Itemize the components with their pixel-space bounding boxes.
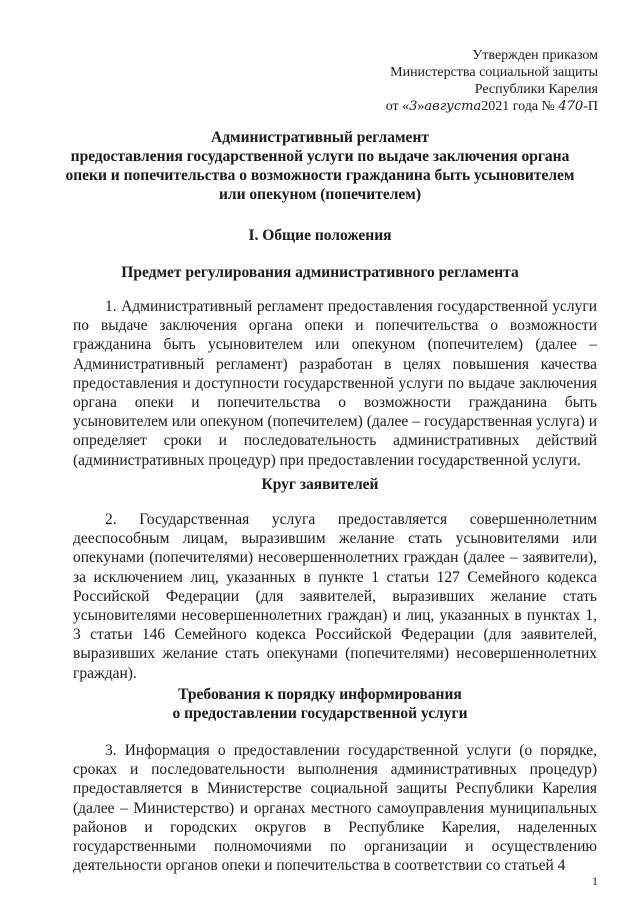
paragraph-2: 2. Государственная услуга предоставляется совершеннолетним дееспособным лицам, выразившим желание стать усыновителями или опекунами (попечителями) несовершеннолетних граждан (далее – заявители), за исключением лиц, указанных в пункте 1 статьи 127 Семейного кодекса Российской Федерации (для заявителей, выразивших желание стать усыновителями несовершеннолетних граждан) и лиц, указанных в пунктах 1, 3 статьи 146 Семейного кодекса Российской Федерации (для заявителей, выразивших желание стать опекунами (попечителями) несовершеннолетних граждан). xyxy=(73,511,597,682)
approval-date-line xyxy=(386,98,598,115)
paragraph-1: 1. Административный регламент предоставления государственной услуги по выдаче заключения органа опеки и попечительства о возможности гражданина быть усыновителем или опекуном (попечителем) (далее – Административный регламент) разработан в целях повышения качества предоставления и доступности государственной услуги по выдаче заключения органа опеки и попечительства о возможности гражданина быть усыновителем или опекуном (попечителем) (далее – государственная услуга) и определяет сроки и последовательность административных действий (административных процедур) при предоставлении государственной услуги. xyxy=(73,298,597,469)
approval-line-2: Министерства социальной защиты xyxy=(390,65,598,80)
title-line-2: предоставления государственной услуги по выдаче заключения органа xyxy=(70,148,570,165)
section-heading-general: I. Общие положения xyxy=(248,227,392,244)
date-year: 2021 года № xyxy=(481,99,555,114)
informing-heading-line-1: Требования к порядку информирования xyxy=(178,686,462,703)
title-line-1: Административный регламент xyxy=(211,129,429,146)
approval-line-3: Республики Карелия xyxy=(474,82,598,97)
page-number: 1 xyxy=(592,874,598,888)
section-heading-subject: Предмет регулирования административного регламента xyxy=(121,264,519,281)
document-title xyxy=(60,128,580,204)
order-suffix: -П xyxy=(583,99,598,114)
approval-stamp xyxy=(386,47,598,115)
title-line-3: опеки и попечительства о возможности гражданина быть усыновителем xyxy=(65,167,575,184)
date-month: августа xyxy=(424,99,482,114)
section-heading-informing xyxy=(60,685,580,723)
title-line-4: или опекуном (попечителем) xyxy=(219,186,421,203)
date-day: 3 xyxy=(409,99,418,114)
order-number: 470 xyxy=(558,99,584,114)
informing-heading-line-2: о предоставлении государственной услуги xyxy=(172,705,468,722)
section-heading-applicants: Круг заявителей xyxy=(261,476,379,493)
approval-line-1: Утвержден приказом xyxy=(472,48,598,63)
date-prefix: от « xyxy=(385,99,410,114)
paragraph-3: 3. Информация о предоставлении государственной услуги (о порядке, сроках и последовательности выполнения административных процедур) предоставляется в Министерстве социальной защиты Республики Карелия (далее – Министерство) и органах местного самоуправления муниципальных районов и городских округов в Республике Карелия, наделенных государственными полномочиями по организации и осуществлению деятельности органов опеки и попечительства в соответствии со статьей 4 xyxy=(73,742,597,875)
date-mid: » xyxy=(417,99,425,114)
